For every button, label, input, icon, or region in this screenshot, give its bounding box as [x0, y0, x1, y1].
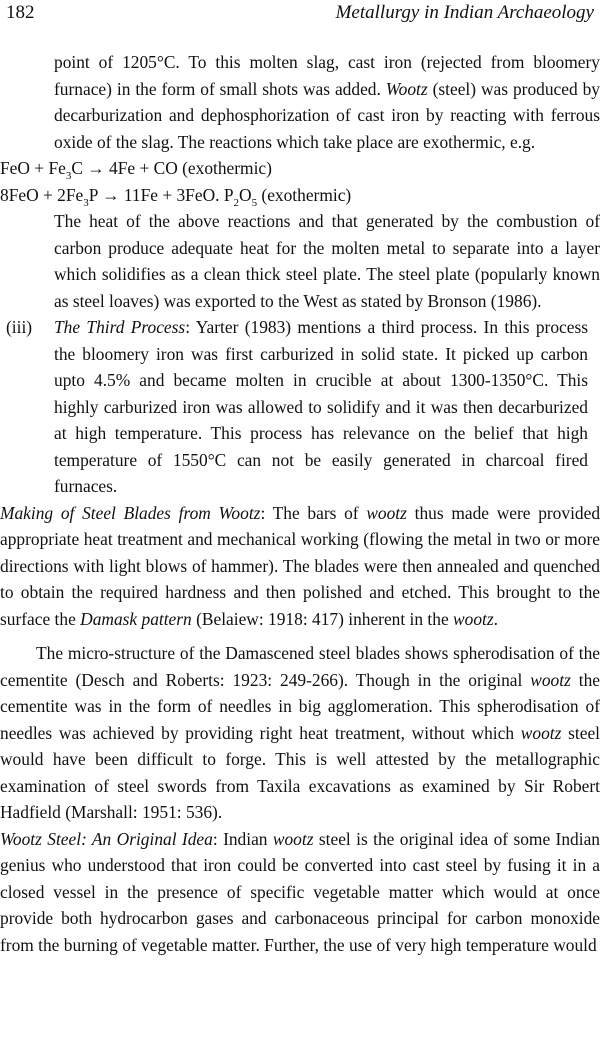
text-run: : Indian: [212, 828, 273, 849]
italic-term: wootz: [366, 502, 407, 523]
page-body: [0, 49, 600, 958]
italic-term: Wootz: [385, 78, 428, 99]
eq-subscript: 2: [233, 196, 239, 209]
eq-part: P → 11Fe + 3FeO. P: [88, 184, 234, 205]
text-run: : Yarter (1983) mentions a third process. In this process the bloomery iron was first carburized in solid state. It picked up carbon upto 4.5% and became molten in crucible at about 1300-1350°C. This highly carburized iron was allowed to solidify and it was then decarburized at high temperature. This process has relevance on the belief that high temperature of 1550°C can not be easily generated in charcoal fired furnaces.: [54, 317, 588, 496]
paragraph-steel-blades: [0, 500, 600, 633]
italic-term: Damask pattern: [80, 608, 192, 629]
text-run: .: [493, 608, 498, 629]
running-title: Metallurgy in Indian Archaeology: [335, 2, 594, 23]
paragraph-micro-structure: [0, 640, 600, 826]
text-run: thus made were provided appropriate heat treatment and mechanical working (flowing the metal in two or more directions with light blows of hammer). The blades were then annealed and quenched to obtain the required hardness and then polished and etched. This brought to the surface the: [0, 502, 600, 629]
paragraph-heat: The heat of the above reactions and that generated by the combustion of carbon produce adequate heat for the molten metal to separate into a layer which solidifies as a clean thick steel plate. The steel plate (popularly known as steel loaves) was exported to the West as stated by Bronson (1986).: [54, 211, 600, 311]
text-run: : The bars of: [260, 502, 367, 523]
italic-term: wootz: [520, 722, 562, 743]
eq-part: O: [239, 184, 252, 205]
text-run: (Belaiew: 1918: 417) inherent in the: [191, 608, 454, 629]
section-heading: Wootz Steel: An Original Idea: [0, 828, 213, 849]
eq-subscript: 5: [251, 196, 258, 209]
list-item-text: [54, 314, 588, 500]
paragraph-original-idea: [0, 826, 600, 959]
italic-term: wootz: [530, 669, 571, 690]
eq-subscript: 3: [83, 196, 89, 209]
equation-2: [0, 182, 600, 209]
text-run: point of 1205°C. To this molten slag, cast iron (rejected from bloomery furnace) in the form of small shots was added.: [54, 52, 600, 99]
equation-1: [0, 155, 600, 182]
text-run: The micro-structure of the Damascened steel blades shows spherodisation of the cementite (Desch and Roberts: 1923: 249-266). Though in the original: [0, 643, 600, 690]
eq-part: (exothermic): [257, 184, 352, 205]
italic-term: wootz: [272, 828, 314, 849]
text-run: the cementite was in the form of needles in big agglomeration. This spherodisation of needles was achieved by providing right heat treatment, without which: [0, 669, 600, 743]
eq-subscript: 3: [65, 170, 72, 182]
item-heading: The Third Process: [54, 317, 186, 337]
text-run: (steel) was produced by decarburization and dephosphorization of cast iron by reacting with ferrous oxide of the slag. The reactions which take place are exothermic, e.g.: [54, 78, 600, 152]
list-marker: (iii): [6, 317, 33, 337]
text-run: steel would have been difficult to forge. This is well attested by the metallographic examination of steel swords from Taxila excavations as examined by Sir Robert Hadfield (Marshall: 1951: 536).: [0, 722, 600, 822]
eq-part: C → 4Fe + CO (exothermic): [71, 158, 272, 178]
list-item-third-process: [0, 314, 588, 500]
text-run: steel is the original idea of some Indian genius who understood that iron could be converted into cast steel by fusing it in a closed vessel in the presence of specific vegetable matter which would at once provide both hydrocarbon gases and carbonaceous principal for carbon monoxide from the burning of vegetable matter. Further, the use of very high temperature would: [0, 828, 600, 955]
paragraph-slag-process: [54, 49, 600, 155]
eq-part: FeO + Fe: [0, 158, 66, 178]
eq-part: 8FeO + 2Fe: [0, 184, 84, 205]
page-number: 182: [6, 2, 35, 23]
section-heading: Making of Steel Blades from Wootz: [0, 502, 261, 523]
running-header: [6, 2, 594, 28]
italic-term: wootz: [453, 608, 494, 629]
